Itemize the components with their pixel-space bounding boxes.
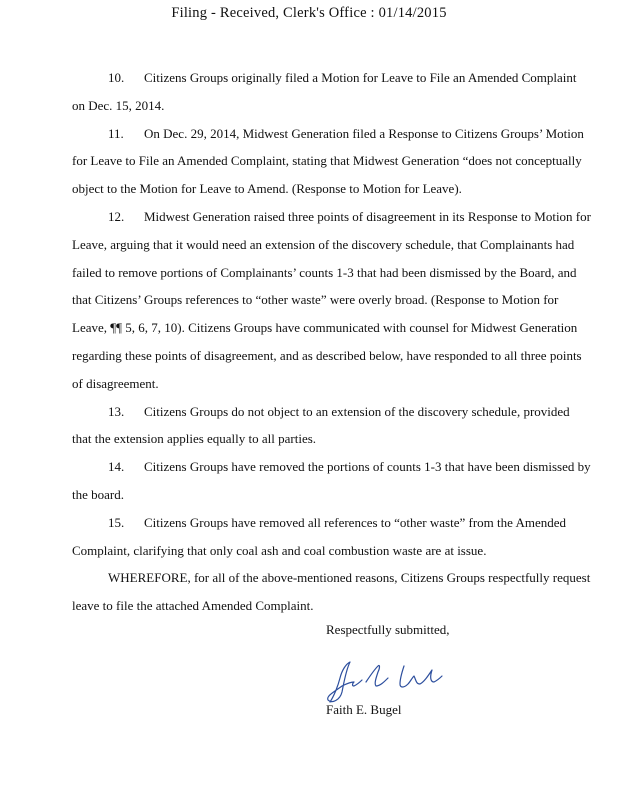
wherefore-clause: WHEREFORE, for all of the above-mentioned reasons, Citizens Groups respectfully request leave to file the attached Amended Complaint. <box>72 570 591 614</box>
signature-strokes <box>328 662 442 702</box>
handwritten-signature <box>320 656 448 706</box>
paragraph-text: Midwest Generation raised three points of disagreement in its Response to Motion for Leave, arguing that it would need an extension of the discovery schedule, that Complainants had failed to remove portions of Complainants’ counts 1-3 that had been dismissed by the Board, and that Citizens’ Groups references to “other waste” were overly broad. (Response to Motion for Leave, ¶¶ 5, 6, 7, 10). Citizens Groups have communicated with counsel for Midwest Generation regarding these points of disagreement, and as described below, have responded to all three points of disagreement. <box>72 208 591 391</box>
paragraph-text: Citizens Groups have removed the portions of counts 1-3 that have been dismissed by the board. <box>72 459 591 502</box>
paragraph-number: 13. <box>108 403 125 419</box>
paragraph-12 <box>72 203 592 398</box>
paragraph-text: On Dec. 29, 2014, Midwest Generation filed a Response to Citizens Groups’ Motion for Leave to File an Amended Complaint, stating that Midwest Generation “does not conceptually object to the Motion for Leave to Amend. (Response to Motion for Leave). <box>72 125 584 197</box>
closing-line: Respectfully submitted, <box>326 622 450 637</box>
signature-stroke-f <box>328 662 362 702</box>
paragraph-15 <box>72 509 592 565</box>
filing-header: Filing - Received, Clerk's Office : 01/14/2015 <box>171 5 447 21</box>
signature-stroke-e <box>366 665 388 686</box>
paragraph-number: 10. <box>108 70 125 85</box>
paragraph-10 <box>72 64 592 120</box>
paragraph-number: 11. <box>108 125 124 141</box>
paragraph-11 <box>72 120 592 203</box>
paragraph-14 <box>72 453 592 509</box>
paragraph-text: Citizens Groups originally filed a Motion for Leave to File an Amended Complaint on Dec. 15, 2014. <box>72 70 577 113</box>
paragraph-number: 14. <box>108 459 125 475</box>
paragraph-text: Citizens Groups have removed all references to “other waste” from the Amended Complaint, clarifying that only coal ash and coal combustion waste are at issue. <box>72 514 566 558</box>
signature-stroke-b <box>400 666 442 687</box>
paragraph-text: Citizens Groups do not object to an extension of the discovery schedule, provided that the extension applies equally to all parties. <box>72 403 570 447</box>
paragraph-number: 12. <box>108 208 125 224</box>
signer-name: Faith E. Bugel <box>326 702 402 717</box>
paragraph-13 <box>72 398 592 454</box>
document-body <box>72 64 592 620</box>
paragraph-number: 15. <box>108 514 125 530</box>
